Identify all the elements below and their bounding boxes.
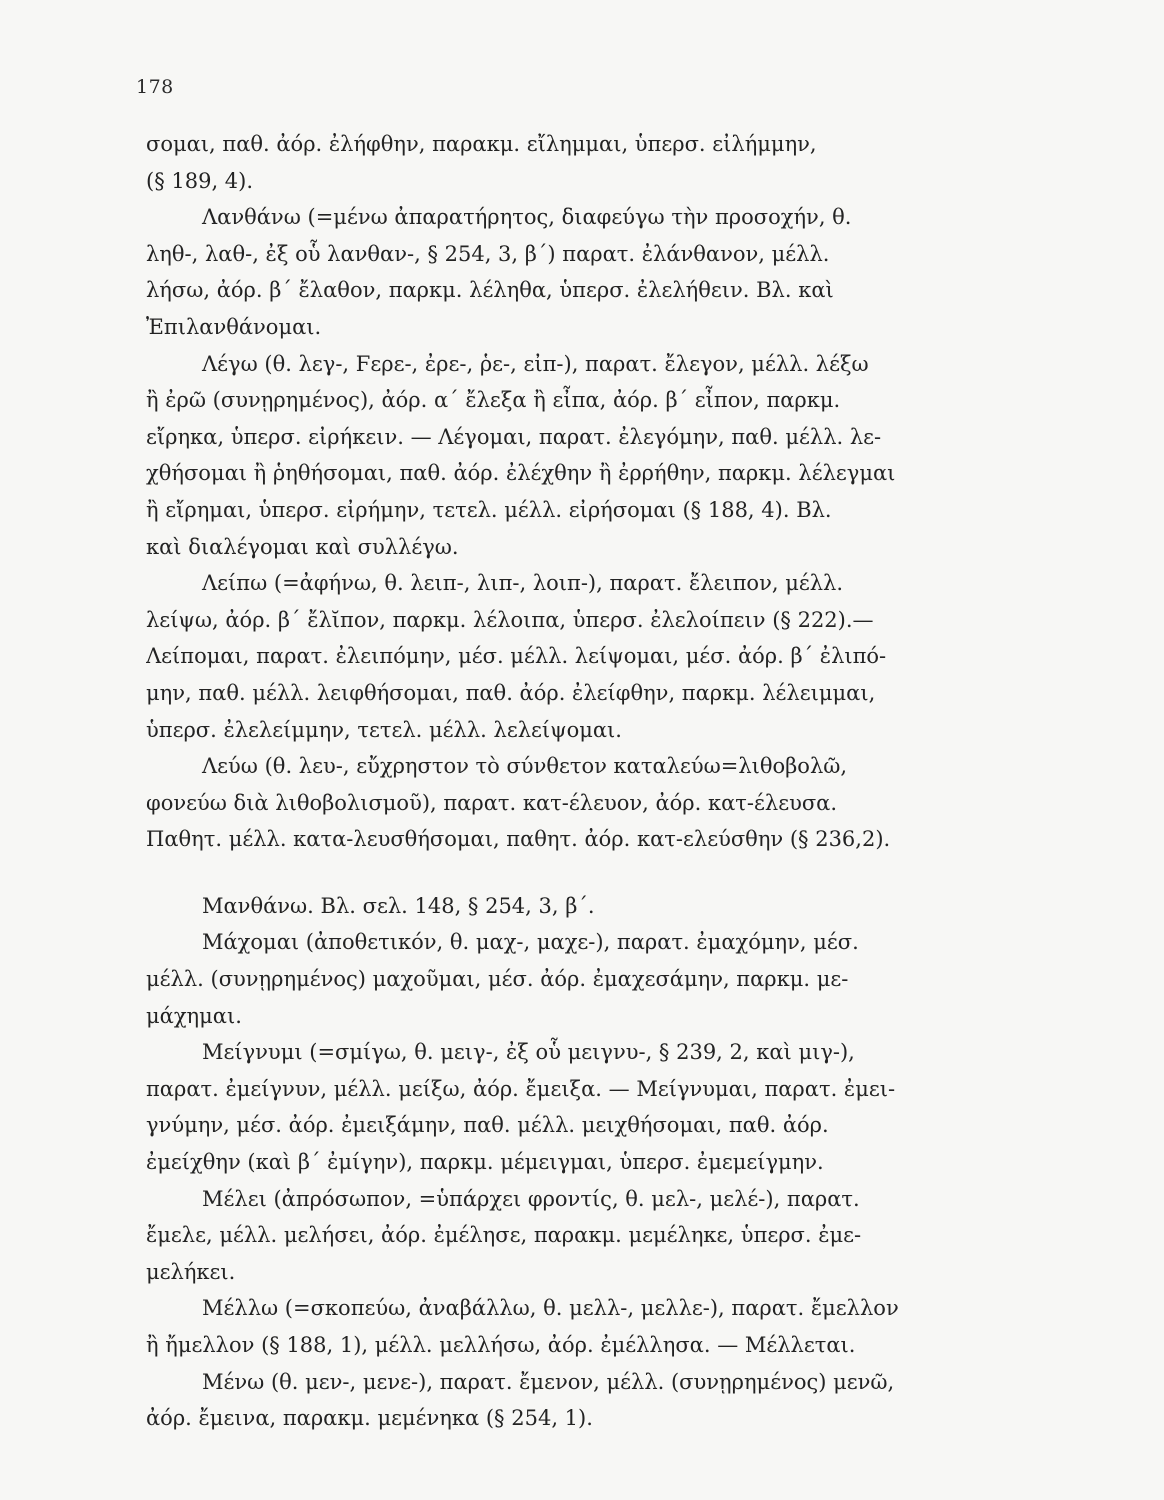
entry-text-line: μην, παθ. μέλλ. λειφθήσομαι, παθ. ἀόρ. ἐλείφθην, παρκμ. λέλειμμαι,: [146, 680, 876, 705]
entry-text-line: Ἐπιλανθάνομαι.: [146, 314, 322, 339]
entry-text-line: καὶ διαλέγομαι καὶ συλλέγω.: [146, 534, 459, 559]
entry-text-line: μέλλ. (συνῃρημένος) μαχοῦμαι, μέσ. ἀόρ. ἐμαχεσάμην, παρκμ. με-: [146, 967, 849, 992]
entry-text-line: ληθ-, λαθ-, ἐξ οὗ λανθαν-, § 254, 3, β΄) παρατ. ἐλάνθανον, μέλλ.: [146, 241, 830, 266]
entry-text-line: ἀόρ. ἔμεινα, παρακμ. μεμένηκα (§ 254, 1).: [146, 1406, 593, 1431]
entry-text-line: ἢ ἤμελλον (§ 188, 1), μέλλ. μελλήσω, ἀόρ. ἐμέλλησα. — Μέλλεται.: [146, 1333, 856, 1357]
page-number: 178: [136, 76, 174, 98]
dictionary-entries: [146, 126, 1002, 1437]
entry-headword-line: Μέλλω (=σκοπεύω, ἀναβάλλω, θ. μελλ-, μελλε-), παρατ. ἔμελλον: [202, 1296, 899, 1321]
entry-text-line: μελήκει.: [146, 1259, 236, 1284]
entry-headword-line: Λέγω (θ. λεγ-, Ϝερε-, ἐρε-, ῥε-, εἰπ-), παρατ. ἔλεγον, μέλλ. λέξω: [202, 351, 869, 376]
entry-headword-line: Μείγνυμι (=σμίγω, θ. μειγ-, ἐξ οὗ μειγνυ-, § 239, 2, καὶ μιγ-),: [202, 1040, 855, 1065]
entry-text-line: Λείπομαι, παρατ. ἐλειπόμην, μέσ. μέλλ. λείψομαι, μέσ. ἀόρ. β΄ ἐλιπό-: [146, 644, 887, 669]
entry-text-line: λήσω, ἀόρ. β΄ ἔλαθον, παρκμ. λέληθα, ὑπερσ. ἐλελήθειν. Βλ. καὶ: [146, 278, 834, 303]
entry-text-line: μάχημαι.: [146, 1003, 242, 1028]
entry-text-line: σομαι, παθ. ἀόρ. ἐλήφθην, παρακμ. εἴλημμαι, ὑπερσ. εἰλήμμην,: [146, 132, 817, 156]
entry-text-line: φονεύω διὰ λιθοβολισμοῦ), παρατ. κατ-έλευον, ἀόρ. κατ-έλευσα.: [146, 790, 838, 815]
entry-text-line: χθήσομαι ἢ ῥηθήσομαι, παθ. ἀόρ. ἐλέχθην ἢ ἐρρήθην, παρκμ. λέλεγμαι: [146, 461, 896, 486]
entry-text-line: ὑπερσ. ἐλελείμμην, τετελ. μέλλ. λελείψομαι.: [146, 717, 622, 742]
entry-headword-line: Μέλει (ἀπρόσωπον, =ὑπάρχει φροντίς, θ. μελ-, μελέ-), παρατ.: [202, 1186, 860, 1211]
entry-text-line: ἐμείχθην (καὶ β΄ ἐμίγην), παρκμ. μέμειγμαι, ὑπερσ. ἐμεμείγμην.: [146, 1150, 824, 1175]
entry-text-line: Παθητ. μέλλ. κατα-λευσθήσομαι, παθητ. ἀόρ. κατ-ελεύσθην (§ 236,2).: [146, 827, 891, 852]
entry-text-line: ἢ ἐρῶ (συνῃρημένος), ἀόρ. α΄ ἔλεξα ἢ εἶπα, ἀόρ. β΄ εἶπον, παρκμ.: [146, 388, 841, 413]
entry-text-line: εἴρηκα, ὑπερσ. εἰρήκειν. — Λέγομαι, παρατ. ἐλεγόμην, παθ. μέλλ. λε-: [146, 424, 882, 449]
entry-text-line: ἔμελε, μέλλ. μελήσει, ἀόρ. ἐμέλησε, παρακμ. μεμέληκε, ὑπερσ. ἐμε-: [146, 1223, 862, 1248]
entry-text-line: λείψω, ἀόρ. β΄ ἔλῐπον, παρκμ. λέλοιπα, ὑπερσ. ἐλελοίπειν (§ 222).—: [146, 607, 874, 632]
entry-headword-line: Λανθάνω (=μένω ἀπαρατήρητος, διαφεύγω τὴν προσοχήν, θ.: [202, 205, 852, 230]
entry-headword-line: Μανθάνω. Βλ. σελ. 148, § 254, 3, β΄.: [202, 893, 595, 918]
entry-headword-line: Λείπω (=ἀφήνω, θ. λειπ-, λιπ-, λοιπ-), παρατ. ἔλειπον, μέλλ.: [202, 571, 844, 596]
entry-headword-line: Λεύω (θ. λευ-, εὔχρηστον τὸ σύνθετον καταλεύω=λιθοβολῶ,: [202, 754, 848, 779]
entry-text-line: (§ 189, 4).: [146, 168, 254, 193]
entry-headword-line: Μάχομαι (ἀποθετικόν, θ. μαχ-, μαχε-), παρατ. ἐμαχόμην, μέσ.: [202, 930, 859, 955]
entry-text-line: γνύμην, μέσ. ἀόρ. ἐμειξάμην, παθ. μέλλ. μειχθήσομαι, παθ. ἀόρ.: [146, 1113, 829, 1138]
entry-headword-line: Μένω (θ. μεν-, μενε-), παρατ. ἔμενον, μέλλ. (συνῃρημένος) μενῶ,: [202, 1369, 895, 1394]
entry-text-line: ἢ εἴρημαι, ὑπερσ. εἰρήμην, τετελ. μέλλ. εἰρήσομαι (§ 188, 4). Βλ.: [146, 497, 832, 522]
entry-gap: [146, 858, 1002, 888]
entry-text-line: παρατ. ἐμείγνυν, μέλλ. μείξω, ἀόρ. ἔμειξα. — Μείγνυμαι, παρατ. ἐμει-: [146, 1076, 896, 1101]
